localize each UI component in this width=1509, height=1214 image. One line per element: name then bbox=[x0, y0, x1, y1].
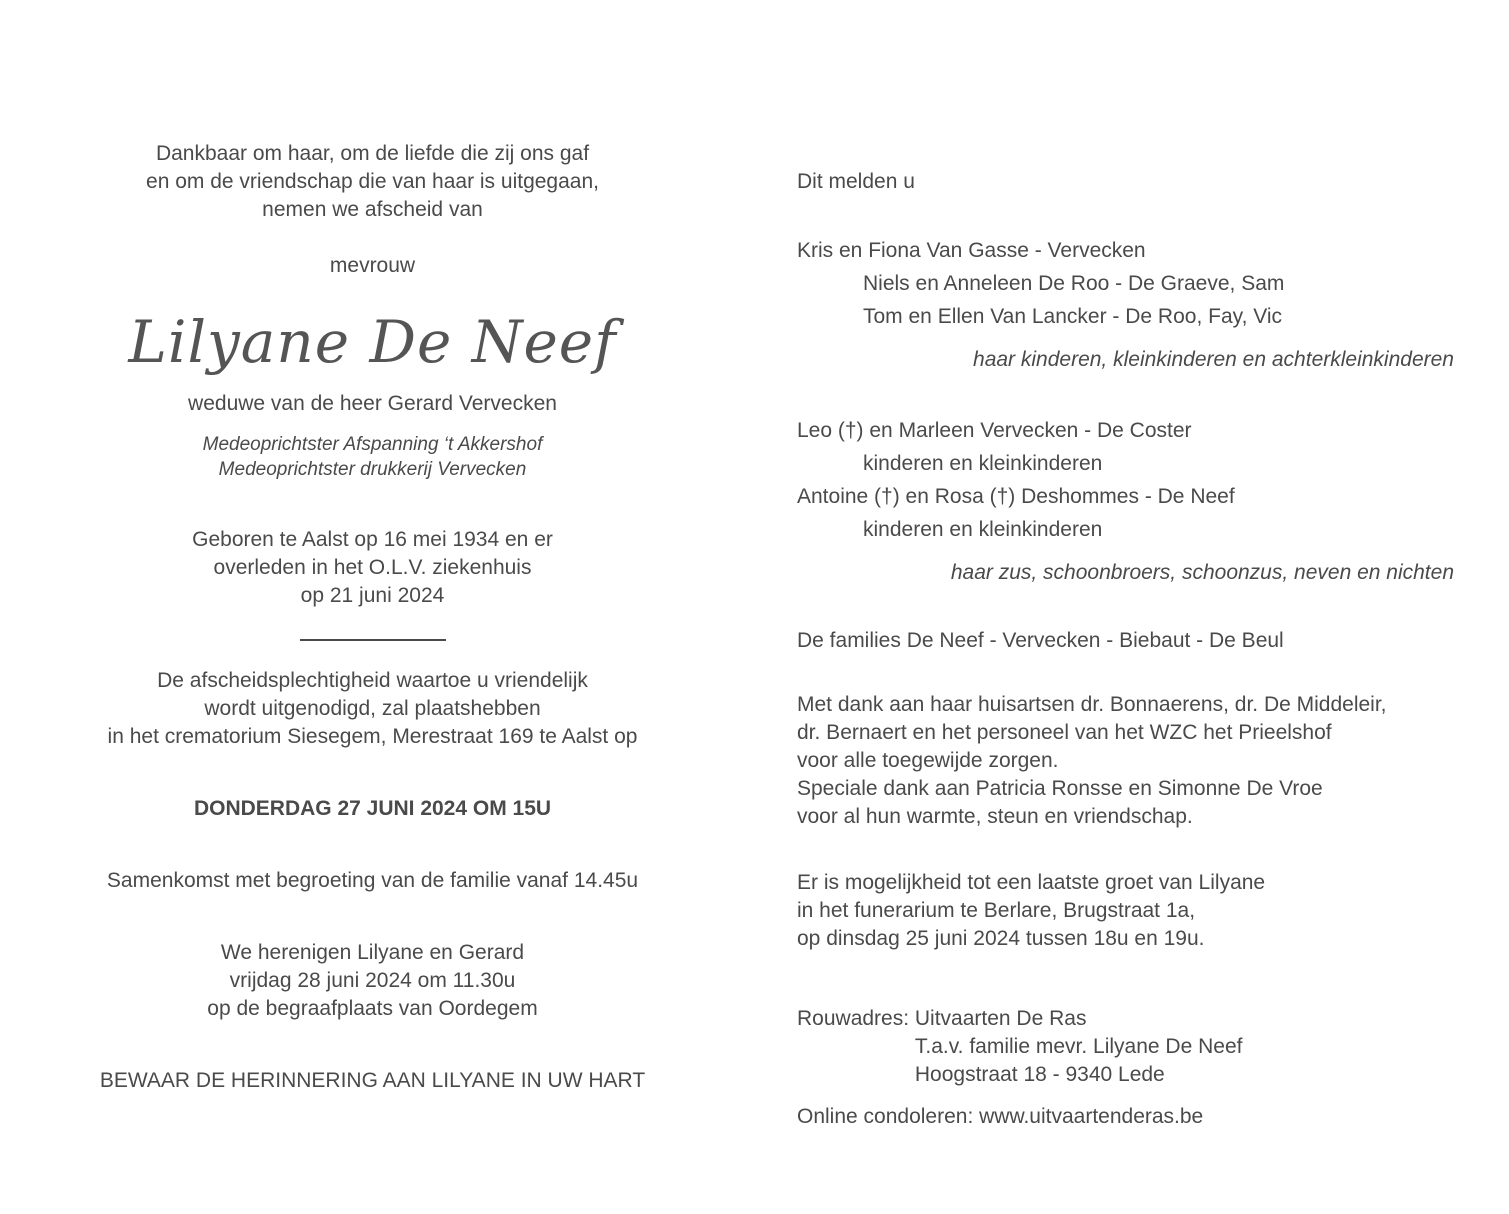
announce-text: Dit melden u bbox=[797, 170, 915, 193]
right-panel bbox=[797, 168, 1487, 1131]
birth-death-line: Geboren te Aalst op 16 mei 1934 en er bbox=[192, 528, 553, 551]
address-lines bbox=[915, 1005, 1243, 1089]
ceremony-line: in het crematorium Siesegem, Merestraat 169 te Aalst op bbox=[107, 725, 638, 748]
intro-text bbox=[50, 140, 695, 224]
sibling-main: Antoine (†) en Rosa (†) Deshommes - De Neef bbox=[797, 485, 1235, 508]
gathering-text: Samenkomst met begroeting van de familie vanaf 14.45u bbox=[106, 869, 639, 892]
siblings-block bbox=[797, 414, 1487, 589]
thanks-line: voor al hun warmte, steun en vriendschap. bbox=[797, 805, 1193, 828]
deceased-name: Lilyane De Neef bbox=[128, 308, 617, 376]
address-line: Hoogstraat 18 - 9340 Lede bbox=[914, 1063, 1165, 1086]
title-prefix: mevrouw bbox=[329, 254, 416, 277]
intro-line: Dankbaar om haar, om de liefde die zij ons gaf bbox=[155, 142, 590, 165]
thanks-line: Met dank aan haar huisartsen dr. Bonnaerens, dr. De Middeleir, bbox=[797, 693, 1387, 716]
families-text: De families De Neef - Vervecken - Biebaut - De Beul bbox=[797, 629, 1284, 652]
birth-death-text bbox=[50, 526, 695, 610]
reunite-line: vrijdag 28 juni 2024 om 11.30u bbox=[229, 969, 516, 992]
intro-line: en om de vriendschap die van haar is uitgegaan, bbox=[146, 170, 599, 193]
last-greeting-line: Er is mogelijkheid tot een laatste groet van Lilyane bbox=[797, 871, 1266, 894]
grandchild-line: Tom en Ellen Van Lancker - De Roo, Fay, Vic bbox=[863, 305, 1283, 328]
ceremony-line: wordt uitgenodigd, zal plaatshebben bbox=[204, 697, 541, 720]
ceremony-date: DONDERDAG 27 JUNI 2024 OM 15U bbox=[193, 797, 552, 820]
intro-line: nemen we afscheid van bbox=[262, 198, 483, 221]
siblings-relation: haar zus, schoonbroers, schoonzus, neven en nichten bbox=[950, 561, 1454, 584]
reunite-line: We herenigen Lilyane en Gerard bbox=[220, 941, 525, 964]
last-greeting-text bbox=[797, 869, 1487, 953]
founder-line: Medeoprichtster Afspanning ‘t Akkershof bbox=[202, 434, 543, 455]
thanks-text bbox=[797, 691, 1487, 831]
thanks-line: voor alle toegewijde zorgen. bbox=[797, 749, 1059, 772]
last-greeting-line: op dinsdag 25 juni 2024 tussen 18u en 19u. bbox=[797, 927, 1205, 950]
founder-line: Medeoprichtster drukkerij Vervecken bbox=[218, 459, 527, 480]
address-line: Uitvaarten De Ras bbox=[914, 1007, 1087, 1030]
address-line: T.a.v. familie mevr. Lilyane De Neef bbox=[914, 1035, 1243, 1058]
ceremony-text bbox=[50, 667, 695, 751]
left-panel bbox=[50, 140, 695, 1095]
ceremony-line: De afscheidsplechtigheid waartoe u vriendelijk bbox=[157, 669, 588, 692]
mourning-address bbox=[797, 1005, 1487, 1089]
birth-death-line: overleden in het O.L.V. ziekenhuis bbox=[213, 556, 532, 579]
sibling-sub: kinderen en kleinkinderen bbox=[863, 452, 1103, 475]
thanks-line: Speciale dank aan Patricia Ronsse en Simonne De Vroe bbox=[797, 777, 1323, 800]
children-relation: haar kinderen, kleinkinderen en achterkleinkinderen bbox=[973, 348, 1454, 371]
children-block bbox=[797, 234, 1487, 376]
thanks-line: dr. Bernaert en het personeel van het WZC het Prieelshof bbox=[797, 721, 1332, 744]
online-condolence: Online condoleren: www.uitvaartenderas.be bbox=[797, 1105, 1204, 1128]
sibling-sub: kinderen en kleinkinderen bbox=[863, 518, 1103, 541]
address-label: Rouwadres: bbox=[797, 1007, 915, 1030]
divider bbox=[300, 639, 446, 641]
birth-death-line: op 21 juni 2024 bbox=[300, 584, 445, 607]
children-main: Kris en Fiona Van Gasse - Vervecken bbox=[797, 239, 1146, 262]
remember-text: BEWAAR DE HERINNERING AAN LILYANE IN UW HART bbox=[99, 1069, 646, 1092]
reunite-text bbox=[50, 939, 695, 1023]
founder-lines bbox=[50, 432, 695, 482]
reunite-line: op de begraafplaats van Oordegem bbox=[207, 997, 538, 1020]
sibling-main: Leo (†) en Marleen Vervecken - De Coster bbox=[797, 419, 1192, 442]
grandchild-line: Niels en Anneleen De Roo - De Graeve, Sam bbox=[863, 272, 1285, 295]
widow-of: weduwe van de heer Gerard Vervecken bbox=[188, 392, 557, 415]
last-greeting-line: in het funerarium te Berlare, Brugstraat 1a, bbox=[797, 899, 1196, 922]
